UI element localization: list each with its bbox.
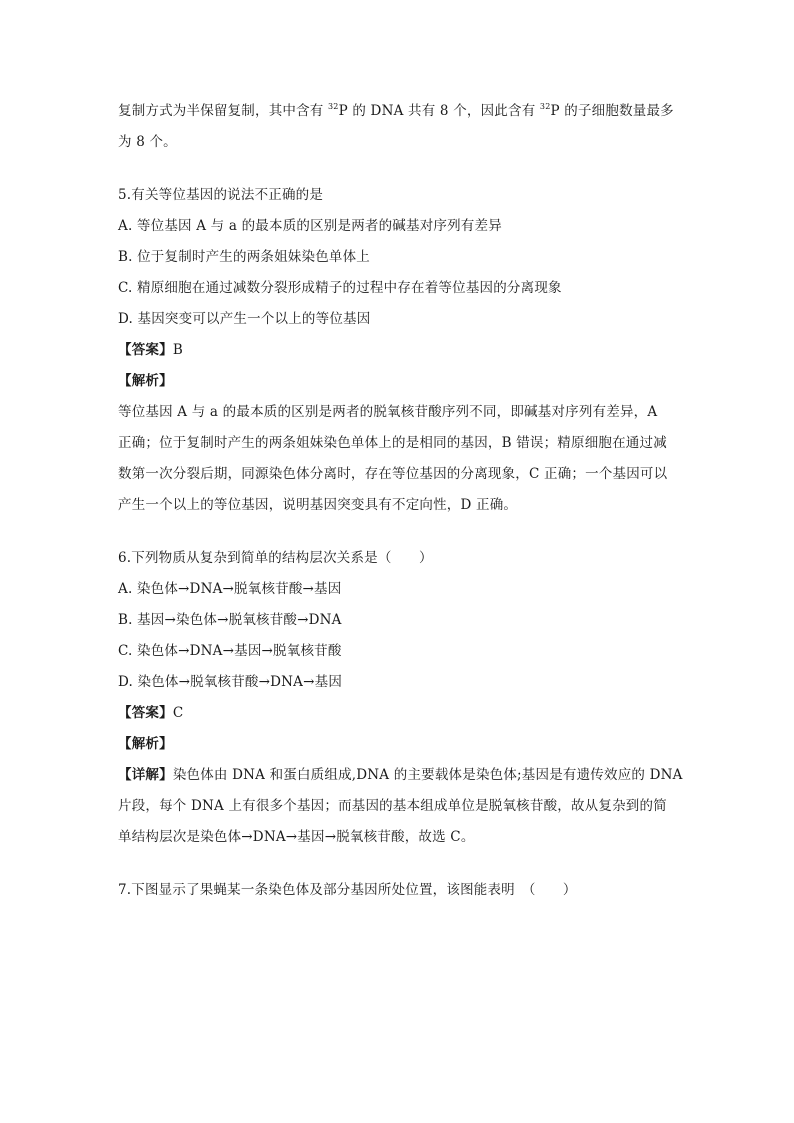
- intro-text-b: P 的 DNA 共有 8 个，因此含有: [338, 103, 540, 119]
- question-6-stem: 6.下列物质从复杂到简单的结构层次关系是（ ）: [118, 550, 433, 566]
- question-6-option-b: B. 基因→染色体→脱氧核苷酸→DNA: [118, 612, 342, 628]
- answer-label: 【答案】: [118, 342, 173, 358]
- question-6-answer: [118, 698, 684, 729]
- question-6-option-a: A. 染色体→DNA→脱氧核苷酸→基因: [118, 581, 342, 597]
- question-5-analysis-label: 【解析】: [118, 373, 173, 389]
- question-6-detail-line-3: 单结构层次是染色体→DNA→基因→脱氧核苷酸，故选 C。: [118, 829, 475, 845]
- detail-label: 【详解】: [118, 767, 173, 783]
- question-7-stem: 7.下图显示了果蝇某一条染色体及部分基因所处位置，该图能表明 （ ）: [118, 882, 577, 898]
- question-6-detail-line-1: [118, 760, 684, 791]
- question-6-detail-line-2: 片段，每个 DNA 上有很多个基因；而基因的基本组成单位是脱氧核苷酸，故从复杂到的简: [118, 798, 667, 814]
- question-5-option-c: C. 精原细胞在通过减数分裂形成精子的过程中存在着等位基因的分离现象: [118, 280, 562, 296]
- question-5-option-b: B. 位于复制时产生的两条姐妹染色单体上: [118, 249, 371, 265]
- question-5-analysis-line-1: 等位基因 A 与 a 的最本质的区别是两者的脱氧核苷酸序列不同，即碱基对序列有差异，A: [118, 404, 658, 420]
- answer-value: B: [172, 342, 183, 358]
- question-5-option-d: D. 基因突变可以产生一个以上的等位基因: [118, 311, 371, 327]
- answer-value: C: [172, 705, 184, 721]
- question-6-analysis-label: 【解析】: [118, 736, 173, 752]
- question-5-analysis-line-2: 正确；位于复制时产生的两条姐妹染色单体上的是相同的基因，B 错误；精原细胞在通过减: [118, 435, 667, 451]
- question-5-analysis-line-3: 数第一次分裂后期，同源染色体分离时，存在等位基因的分离现象，C 正确；一个基因可以: [118, 466, 668, 482]
- intro-line-1: [118, 96, 684, 127]
- question-5-stem: 5.有关等位基因的说法不正确的是: [118, 187, 324, 203]
- question-5-option-a: A. 等位基因 A 与 a 的最本质的区别是两者的碱基对序列有差异: [118, 218, 502, 234]
- intro-text-c: P 的子细胞数量最多: [550, 103, 674, 119]
- question-6-option-d: D. 染色体→脱氧核苷酸→DNA→基因: [118, 674, 343, 690]
- superscript-32: 32: [328, 102, 339, 111]
- intro-line-2: 为 8 个。: [118, 134, 177, 150]
- document-page: [118, 96, 684, 906]
- question-5-analysis-line-4: 产生一个以上的等位基因，说明基因突变具有不定向性，D 正确。: [118, 497, 518, 513]
- detail-text: 染色体由 DNA 和蛋白质组成,DNA 的主要载体是染色体;基因是有遗传效应的 DNA: [172, 767, 683, 783]
- answer-label: 【答案】: [118, 705, 173, 721]
- question-5-answer: [118, 335, 684, 366]
- superscript-32: 32: [539, 102, 551, 111]
- intro-text-a: 复制方式为半保留复制，其中含有: [118, 103, 328, 119]
- question-6-option-c: C. 染色体→DNA→基因→脱氧核苷酸: [118, 643, 342, 659]
